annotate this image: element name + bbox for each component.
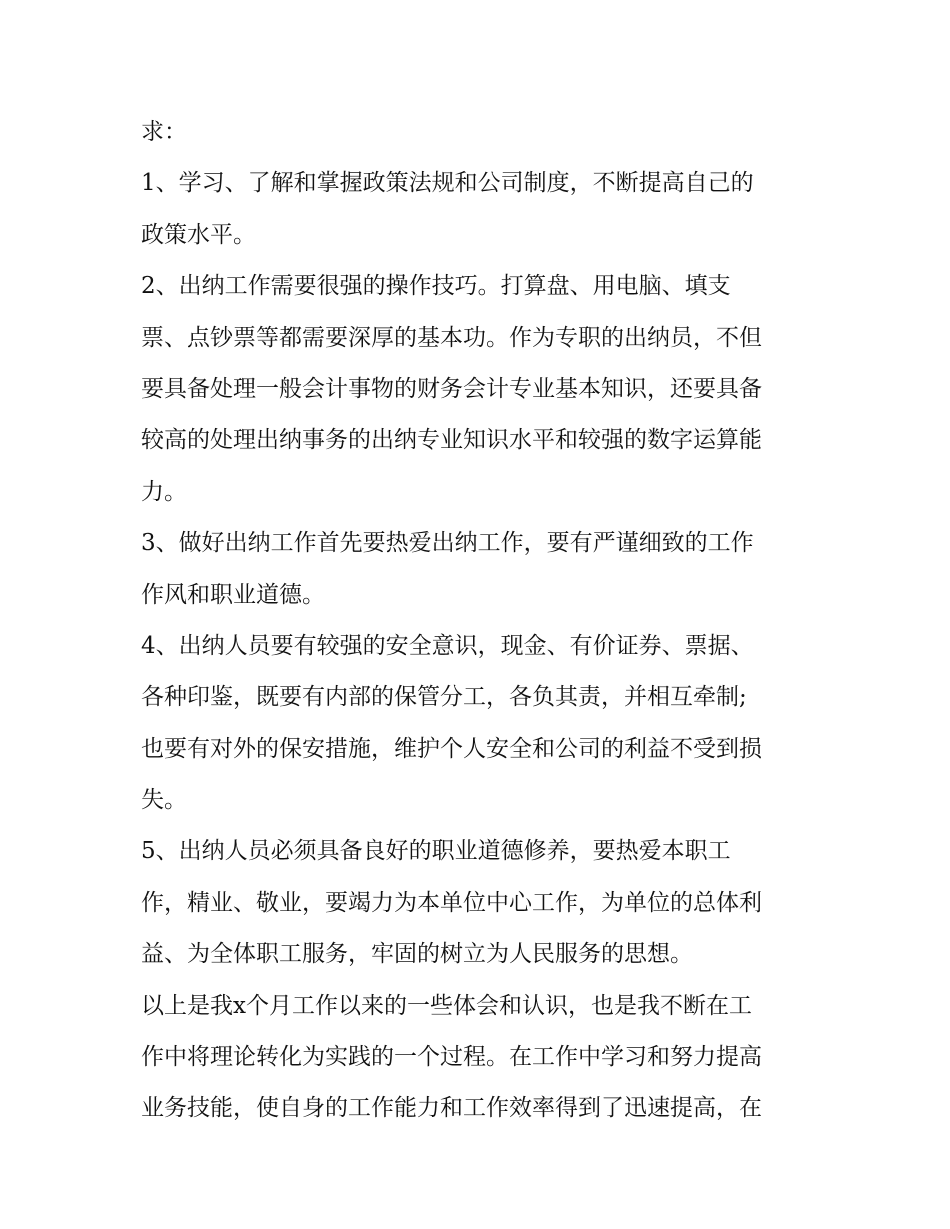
document-body [141, 107, 841, 1135]
text-line: 2、出纳工作需要很强的操作技巧。打算盘、用电脑、填支 [141, 273, 731, 300]
text-line: 票、点钞票等都需要深厚的基本功。作为专职的出纳员，不但 [141, 324, 762, 351]
text-line: 力。 [141, 478, 187, 505]
text-line: 也要有对外的保安措施，维护个人安全和公司的利益不受到损 [141, 735, 762, 762]
text-line: 政策水平。 [141, 221, 256, 248]
text-line: 失。 [141, 787, 187, 814]
text-line: 作，精业、敬业，要竭力为本单位中心工作，为单位的总体利 [141, 889, 762, 916]
text-line: 作中将理论转化为实践的一个过程。在工作中学习和努力提高 [141, 1044, 762, 1071]
text-line: 各种印鉴，既要有内部的保管分工，各负其责，并相互牵制; [141, 684, 747, 711]
text-line: 要具备处理一般会计事物的财务会计专业基本知识，还要具备 [141, 375, 762, 402]
text-line: 以上是我x个月工作以来的一些体会和认识，也是我不断在工 [141, 992, 752, 1019]
text-line: 作风和职业道德。 [141, 581, 325, 608]
text-line: 求： [141, 119, 187, 145]
text-line: 5、出纳人员必须具备良好的职业道德修养，要热爱本职工 [141, 838, 731, 865]
text-line: 4、出纳人员要有较强的安全意识，现金、有价证券、票据、 [141, 632, 754, 659]
text-line: 业务技能，使自身的工作能力和工作效率得到了迅速提高，在 [141, 1095, 762, 1122]
text-line: 1、学习、了解和掌握政策法规和公司制度，不断提高自己的 [141, 170, 754, 197]
text-line: 益、为全体职工服务，牢固的树立为人民服务的思想。 [141, 941, 693, 968]
text-line: 3、做好出纳工作首先要热爱出纳工作，要有严谨细致的工作 [141, 530, 754, 557]
text-line: 较高的处理出纳事务的出纳专业知识水平和较强的数字运算能 [141, 427, 762, 454]
